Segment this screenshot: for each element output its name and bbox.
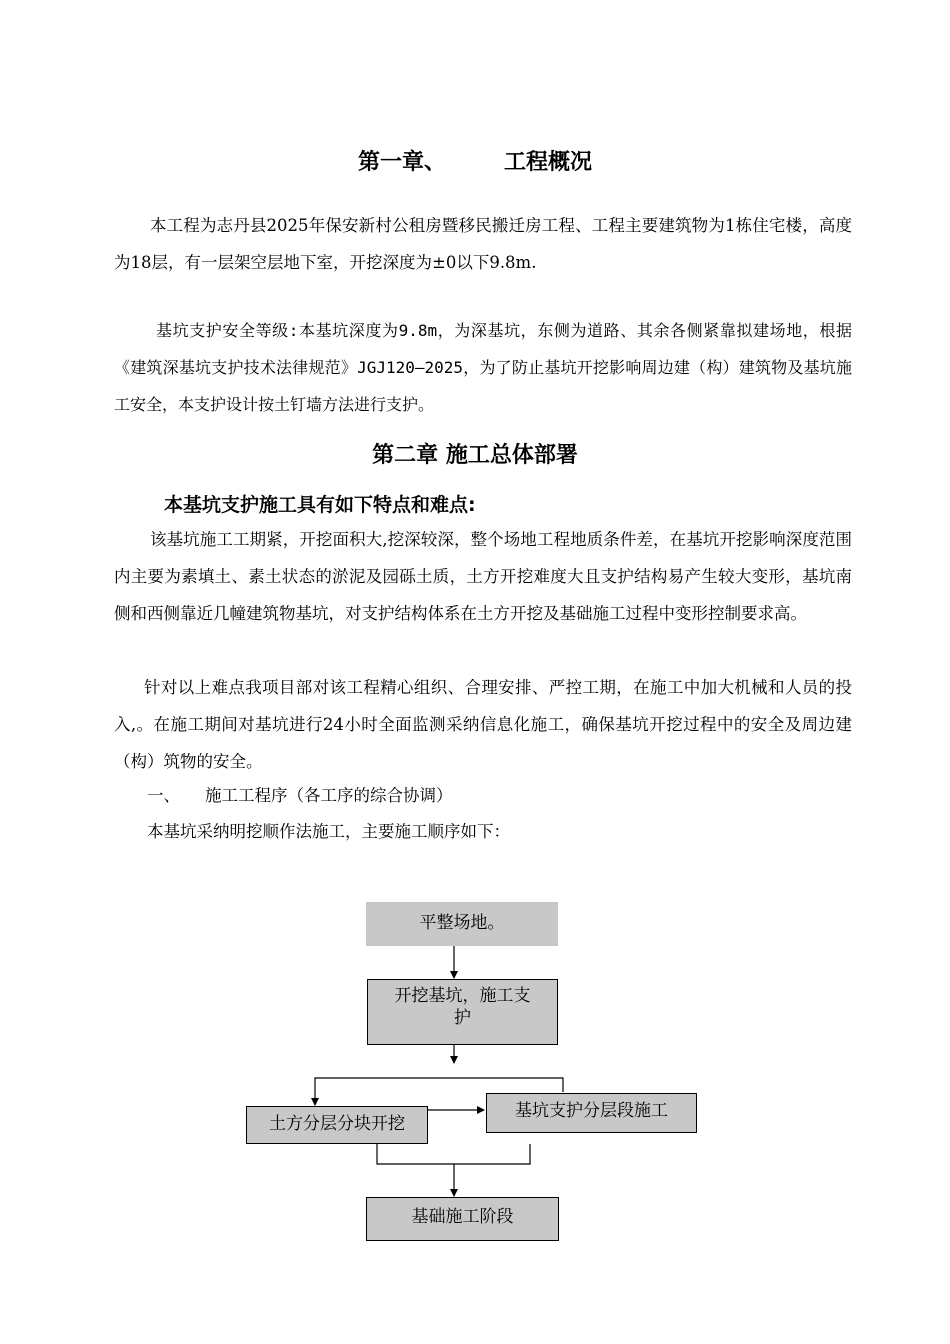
chapter-2-title: 第二章 施工总体部署 [372, 443, 578, 468]
section-1-number: 一、 [147, 786, 180, 805]
flow-step-layered-earthwork [246, 1106, 428, 1144]
safety-level-paragraph: 基坑支护安全等级:本基坑深度为9.8m，为深基坑，东侧为道路、其余各侧紧靠拟建场地，根据《建筑深基坑支护技术法律规范》JGJ120—2025，为了防止基坑开挖影响周边建（构）建筑物及基坑施工安全，本支护设计按土钉墙方法进行支护。 [114, 321, 852, 414]
features-subheading: 本基坑支护施工具有如下特点和难点: [164, 494, 476, 516]
difficulties-paragraph: 该基坑施工工期紧，开挖面积大,挖深较深，整个场地工程地质条件差，在基坑开挖影响深度范围内主要为素填土、素土状态的淤泥及园砾土质，土方开挖难度大且支护结构易产生较大变形，基坑南侧和西侧靠近几幢建筑物基坑，对支护结构体系在土方开挖及基础施工过程中变形控制要求高。 [114, 530, 852, 623]
sequence-intro: 本基坑采纳明挖顺作法施工，主要施工顺序如下： [147, 822, 510, 841]
project-overview-paragraph: 本工程为志丹县2025年保安新村公租房暨移民搬迁房工程、工程主要建筑物为1栋住宅楼，高度为18层，有一层架空层地下室，开挖深度为±0以下9.8m. [114, 216, 852, 272]
flow-step-layered-support [486, 1093, 697, 1133]
flow-step-site-leveling [366, 902, 558, 946]
flow-step-layered-earthwork-label: 土方分层分块开挖 [269, 1114, 405, 1134]
flow-step-layered-support-label: 基坑支护分层段施工 [515, 1101, 668, 1121]
flow-step-excavation-label: 开挖基坑，施工支护 [394, 986, 531, 1028]
chapter-1-name: 工程概况 [504, 150, 593, 175]
flow-step-excavation [367, 979, 558, 1045]
measures-paragraph: 针对以上难点我项目部对该工程精心组织、合理安排、严控工期，在施工中加大机械和人员的投入,。在施工期间对基坑进行24小时全面监测采纳信息化施工，确保基坑开挖过程中的安全及周边建（构）筑物的安全。 [114, 678, 852, 771]
section-1-title: 施工工程序（各工序的综合协调） [205, 786, 453, 805]
chapter-1-number: 第一章、 [357, 150, 446, 175]
merge-connector [377, 1144, 530, 1164]
flow-step-foundation-label: 基础施工阶段 [411, 1207, 514, 1227]
flow-step-site-leveling-label: 平整场地。 [419, 913, 505, 933]
flow-step-foundation [366, 1197, 559, 1241]
